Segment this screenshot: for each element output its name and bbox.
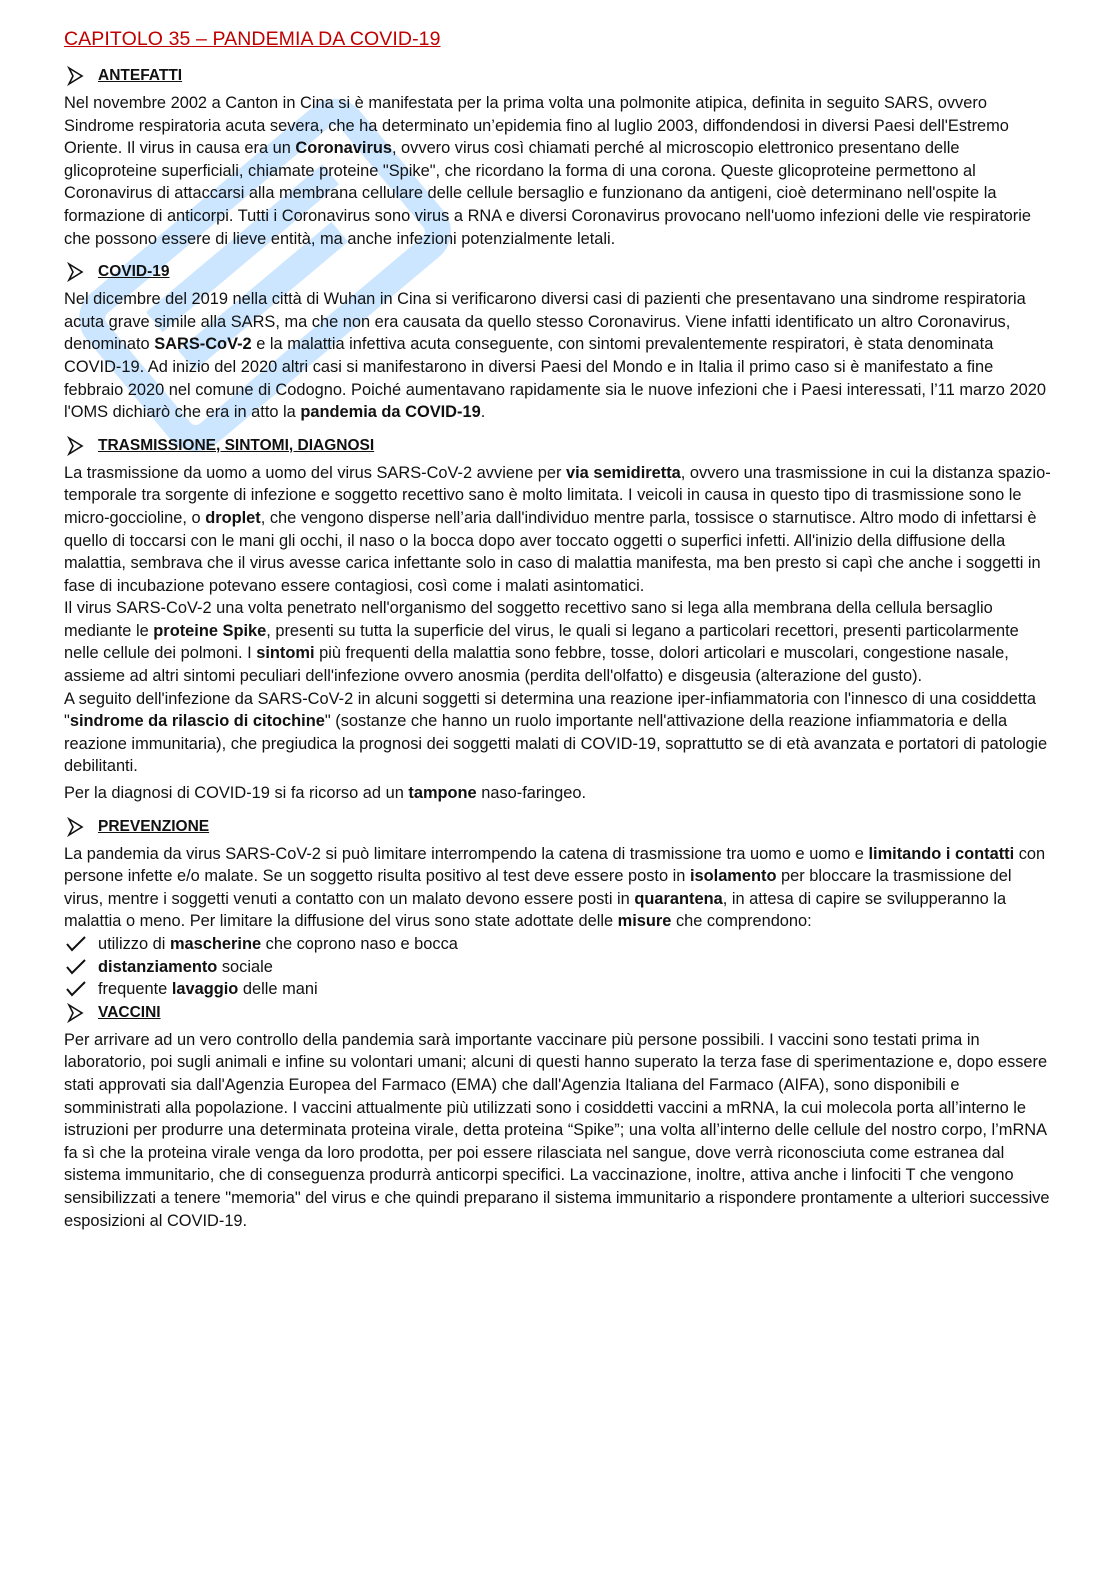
chapter-title: CAPITOLO 35 – PANDEMIA DA COVID-19 — [64, 28, 441, 50]
section-heading-antefatti: ANTEFATTI — [64, 64, 1054, 88]
arrow-bullet-icon — [64, 261, 86, 283]
paragraph-diagnosi: Per la diagnosi di COVID-19 si fa ricorso ad un tampone naso-faringeo. — [64, 784, 587, 803]
paragraph-antefatti: Nel novembre 2002 a Canton in Cina si è manifestata per la prima volta una polmonite atipica, definita in seguito SARS, ovvero Sindrome respiratoria acuta severa, che ha determinato un’epidemia fino al luglio 2003, diffondendosi in diversi Paesi dell'Estremo Oriente. Il virus in causa era un Coronavirus, ovvero virus così chiamati perché al microscopio elettronico presentano delle glicoproteine superficiali, chiamate proteine "Spike", che ricordano la forma di una corona. Queste glicoproteine permettono al Coronavirus di attaccarsi alla membrana cellulare delle cellule bersaglio e funzionano da antigeni, cioè determinano nell'ospite la formazione di anticorpi. Tutti i Coronavirus sono virus a RNA e diversi Coronavirus provocano nell'uomo infezioni delle vie respiratorie che possono essere di lieve entità, ma anche infezioni potenzialmente letali. — [64, 94, 1031, 248]
section-heading-trasmissione: TRASMISSIONE, SINTOMI, DIAGNOSI — [64, 434, 1054, 458]
list-item: distanziamento sociale — [64, 956, 1054, 979]
paragraph-citochine: A seguito dell'infezione da SARS-CoV-2 in alcuni soggetti si determina una reazione iper-infiammatoria con l'innesco di una cosiddetta "sindrome da rilascio di citochine" (sostanze che hanno un ruolo importante nell'attivazione della reazione infiammatoria e della reazione immunitaria), che pregiudica la prognosi dei soggetti malati di COVID-19, soprattutto se di età avanzata e portatori di patologie debilitanti. — [64, 689, 1048, 776]
document-body — [64, 26, 1054, 1232]
paragraph-vaccini: Per arrivare ad un vero controllo della pandemia sarà importante vaccinare più persone possibili. I vaccini sono testati prima in laboratorio, poi sugli animali e infine su volontari umani; alcuni di questi hanno superato la terza fase di sperimentazione e, dopo essere stati approvati sia dall'Agenzia Europea del Farmaco (EMA) che dall'Agenzia Italiana del Farmaco (AIFA), sono disponibili e somministrati alla popolazione. I vaccini attualmente più utilizzati sono i cosiddetti vaccini a mRNA, la cui molecola porta all’interno le istruzioni per produrre una determinata proteina virale, detta proteina “Spike”; una volta all’interno delle cellule del nostro corpo, l’mRNA fa sì che la proteina virale venga da loro prodotta, per poi essere rilasciata nel sangue, dove verrà riconosciuta come estranea dal sistema immunitario, che di conseguenza produrrà anticorpi specifici. La vaccinazione, inoltre, attiva anche i linfociti T che vengono sensibilizzati a tenere "memoria" del virus e che quindi preparano il sistema immunitario a rispondere prontamente a ulteriori successive esposizioni al COVID-19. — [64, 1030, 1050, 1230]
arrow-bullet-icon — [64, 435, 86, 457]
arrow-bullet-icon — [64, 816, 86, 838]
section-heading-vaccini: VACCINI — [64, 1001, 1054, 1025]
paragraph-covid: Nel dicembre del 2019 nella città di Wuhan in Cina si verificarono diversi casi di pazienti che presentavano una sindrome respiratoria acuta grave simile alla SARS, ma che non era causata da quello stesso Coronavirus. Viene infatti identificato un altro Coronavirus, denominato SARS-CoV-2 e la malattia infettiva acuta conseguente, con sintomi prevalentemente respiratori, è stata denominata COVID-19. Ad inizio del 2020 altri casi si manifestarono in diversi Paesi del Mondo e in Italia il primo caso si è manifestato a fine febbraio 2020 nel comune di Codogno. Poiché aumentavano rapidamente sia le nuove infezioni che i Paesi interessati, l’11 marzo 2020 l'OMS dichiarò che era in atto la pandemia da COVID-19. — [64, 290, 1046, 422]
paragraph-prevenzione: La pandemia da virus SARS-CoV-2 si può limitare interrompendo la catena di trasmissione tra uomo e uomo e limitando i contatti con persone infette e/o malate. Se un soggetto risulta positivo al test deve essere posto in isolamento per bloccare la trasmissione del virus, mentre i soggetti venuti a contatto con un malato devono essere posti in quarantena, in attesa di capire se svilupperanno la malattia o meno. Per limitare la diffusione del virus sono state adottate delle misure che comprendono: — [64, 844, 1046, 931]
checkmark-icon — [64, 958, 88, 976]
section-heading-prevenzione: PREVENZIONE — [64, 815, 1054, 839]
prevention-measures-list — [64, 933, 1054, 1001]
arrow-bullet-icon — [64, 65, 86, 87]
checkmark-icon — [64, 935, 88, 953]
checkmark-icon — [64, 980, 88, 998]
list-item: utilizzo di mascherine che coprono naso e bocca — [64, 933, 1054, 956]
list-item: frequente lavaggio delle mani — [64, 978, 1054, 1001]
arrow-bullet-icon — [64, 1002, 86, 1024]
section-heading-covid: COVID-19 — [64, 260, 1054, 284]
paragraph-trasmissione: La trasmissione da uomo a uomo del virus SARS-CoV-2 avviene per via semidiretta, ovvero una trasmissione in cui la distanza spazio-temporale tra sorgente di infezione e soggetto recettivo sano è molto limitata. I veicoli in causa in questo tipo di trasmissione sono le micro-goccioline, o droplet, che vengono disperse nell’aria dall'individuo mentre parla, tossisce o starnutisce. Altro modo di infettarsi è quello di toccarsi con le mani gli occhi, il naso o la bocca dopo aver toccato oggetti o superfici infetti. All'inizio della diffusione della malattia, sembrava che il virus avesse carica infettante solo in caso di malattia manifesta, ma ben presto si capì che anche i soggetti in fase di incubazione potevano essere contagiosi, così come i malati asintomatici. — [64, 463, 1051, 595]
paragraph-sintomi: Il virus SARS-CoV-2 una volta penetrato nell'organismo del soggetto recettivo sano si lega alla membrana della cellula bersaglio mediante le proteine Spike, presenti su tutta la superficie del virus, le quali si legano a particolari recettori, presenti particolarmente nelle cellule dei polmoni. I sintomi più frequenti della malattia sono febbre, tosse, dolori articolari e muscolari, congestione nasale, assieme ad altri sintomi peculiari dell'infezione ovvero anosmia (perdita dell'olfatto) e disgeusia (alterazione del gusto). — [64, 599, 1019, 686]
